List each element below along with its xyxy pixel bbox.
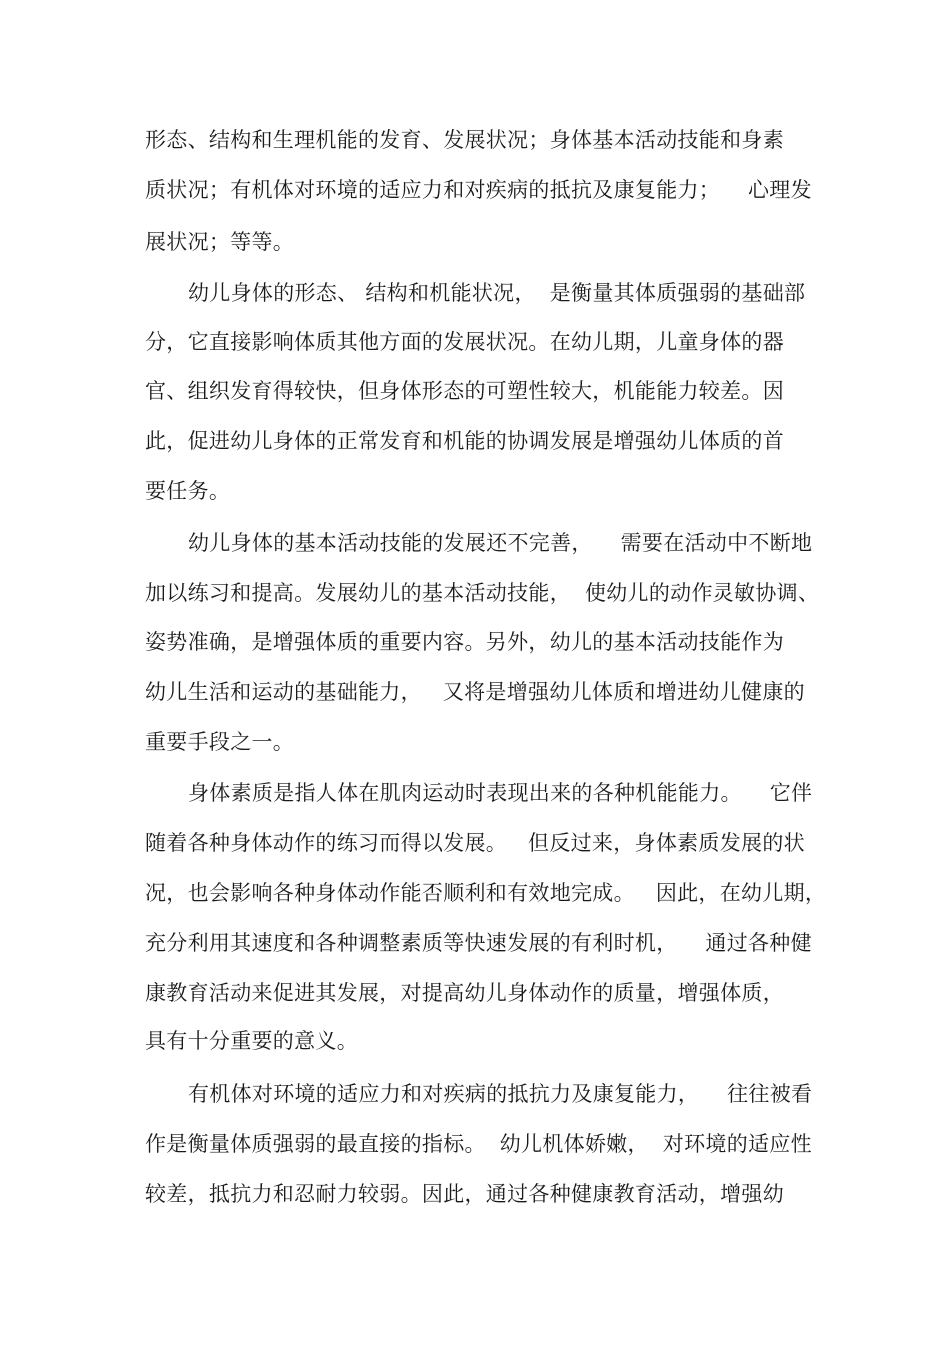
text-line: 随着各种身体动作的练习而得以发展。 但反过来，身体素质发展的状 bbox=[145, 831, 805, 855]
paragraph-start-line: 身体素质是指人体在肌肉运动时表现出来的各种机能能力。 它伴 bbox=[188, 781, 813, 805]
text-line: 充分利用其速度和各种调整素质等快速发展的有利时机， 通过各种健 bbox=[145, 931, 812, 955]
paragraph-start-line: 幼儿身体的基本活动技能的发展还不完善， 需要在活动中不断地 bbox=[188, 531, 813, 555]
text-line: 加以练习和提高。发展幼儿的基本活动技能， 使幼儿的动作灵敏协调、 bbox=[145, 581, 820, 605]
text-line: 官、组织发育得较快，但身体形态的可塑性较大，机能能力较差。因 bbox=[145, 379, 784, 403]
text-line: 分，它直接影响体质其他方面的发展状况。在幼儿期，儿童身体的器 bbox=[145, 330, 784, 354]
text-line: 康教育活动来促进其发展，对提高幼儿身体动作的质量，增强体质， bbox=[145, 981, 784, 1005]
text-line: 幼儿生活和运动的基础能力， 又将是增强幼儿体质和增进幼儿健康的 bbox=[145, 680, 805, 704]
paragraph-start-line: 有机体对环境的适应力和对疾病的抵抗力及康复能力， 往往被看 bbox=[188, 1082, 813, 1106]
text-line: 姿势准确，是增强体质的重要内容。另外，幼儿的基本活动技能作为 bbox=[145, 630, 784, 654]
text-line: 质状况；有机体对环境的适应力和对疾病的抵抗及康复能力； 心理发 bbox=[145, 178, 812, 202]
text-line: 作是衡量体质强弱的最直接的指标。 幼儿机体娇嫩， 对环境的适应性 bbox=[145, 1132, 812, 1156]
text-line: 此，促进幼儿身体的正常发育和机能的协调发展是增强幼儿体质的首 bbox=[145, 429, 784, 453]
text-line: 重要手段之一。 bbox=[145, 730, 295, 754]
text-line: 况，也会影响各种身体动作能否顺利和有效地完成。 因此，在幼儿期， bbox=[145, 881, 827, 905]
text-line: 展状况；等等。 bbox=[145, 230, 295, 254]
text-line: 要任务。 bbox=[145, 479, 231, 503]
text-line: 较差，抵抗力和忍耐力较弱。因此，通过各种健康教育活动，增强幼 bbox=[145, 1182, 784, 1206]
text-line: 具有十分重要的意义。 bbox=[145, 1029, 358, 1053]
paragraph-start-line: 幼儿身体的形态、 结构和机能状况， 是衡量其体质强弱的基础部 bbox=[188, 281, 806, 305]
text-line: 形态、结构和生理机能的发育、发展状况；身体基本活动技能和身素 bbox=[145, 128, 784, 152]
